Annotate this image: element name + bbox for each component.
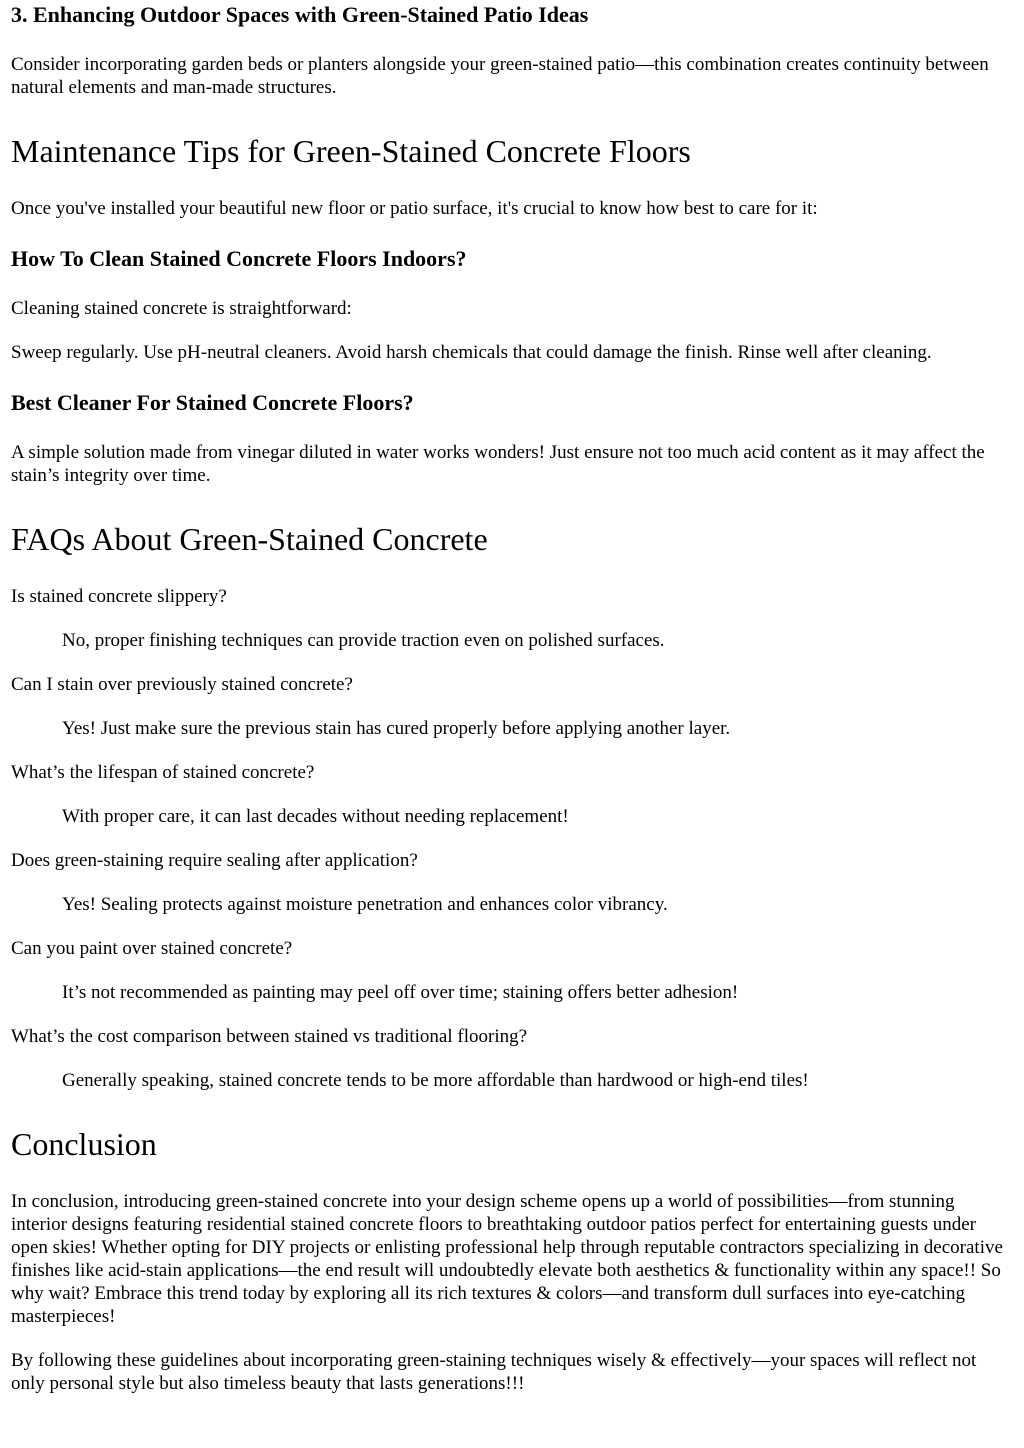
maintenance-intro: Once you've installed your beautiful new floor or patio surface, it's crucial to know how best to care for it:	[11, 198, 818, 219]
maintenance-heading: Maintenance Tips for Green-Stained Concrete Floors	[11, 133, 691, 169]
faq-answer: No, proper finishing techniques can provide traction even on polished surfaces.	[62, 630, 665, 651]
faq-question: Does green-staining require sealing after application?	[11, 850, 418, 871]
faq-answer: With proper care, it can last decades without needing replacement!	[62, 806, 569, 827]
faq-answer: Yes! Sealing protects against moisture penetration and enhances color vibrancy.	[62, 894, 668, 915]
faqs-heading: FAQs About Green-Stained Concrete	[11, 521, 488, 557]
outdoor-spaces-paragraph: Consider incorporating garden beds or planters alongside your green-stained patio—this combination creates continuity between natural elements and man-made structures.	[11, 54, 989, 98]
article	[0, 2, 1024, 1395]
faq-question: Can you paint over stained concrete?	[11, 938, 293, 959]
clean-indoors-steps: Sweep regularly. Use pH-neutral cleaners. Avoid harsh chemicals that could damage the finish. Rinse well after cleaning.	[11, 342, 932, 363]
best-cleaner-heading: Best Cleaner For Stained Concrete Floors?	[11, 390, 414, 415]
best-cleaner-paragraph: A simple solution made from vinegar diluted in water works wonders! Just ensure not too much acid content as it may affect the stain’s integrity over time.	[11, 442, 985, 486]
faq-question: What’s the lifespan of stained concrete?	[11, 762, 315, 783]
faq-list	[11, 585, 1013, 1092]
faq-answer: Yes! Just make sure the previous stain has cured properly before applying another layer.	[62, 718, 731, 739]
faq-question: What’s the cost comparison between stained vs traditional flooring?	[11, 1026, 528, 1047]
outdoor-spaces-heading: 3. Enhancing Outdoor Spaces with Green-Stained Patio Ideas	[11, 2, 589, 27]
faq-question: Can I stain over previously stained concrete?	[11, 674, 353, 695]
conclusion-heading: Conclusion	[11, 1126, 157, 1162]
faq-answer: It’s not recommended as painting may peel off over time; staining offers better adhesion!	[62, 982, 739, 1003]
clean-indoors-intro: Cleaning stained concrete is straightforward:	[11, 298, 352, 319]
conclusion-paragraph-1: In conclusion, introducing green-stained concrete into your design scheme opens up a world of possibilities—from stunning interior designs featuring residential stained concrete floors to breathtaking outdoor patios perfect for entertaining guests under open skies! Whether opting for DIY projects or enlisting professional help through reputable contractors specializing in decorative finishes like acid-stain applications—the end result will undoubtedly elevate both aesthetics & functionality within any space!! So why wait? Embrace this trend today by exploring all its rich textures & colors—and transform dull surfaces into eye-catching masterpieces!	[11, 1191, 1003, 1327]
faq-answer: Generally speaking, stained concrete tends to be more affordable than hardwood or high-end tiles!	[62, 1070, 809, 1091]
conclusion-paragraph-2: By following these guidelines about incorporating green-staining techniques wisely & effectively—your spaces will reflect not only personal style but also timeless beauty that lasts generations!!!	[11, 1350, 977, 1394]
faq-question: Is stained concrete slippery?	[11, 586, 227, 607]
clean-indoors-heading: How To Clean Stained Concrete Floors Indoors?	[11, 246, 467, 271]
